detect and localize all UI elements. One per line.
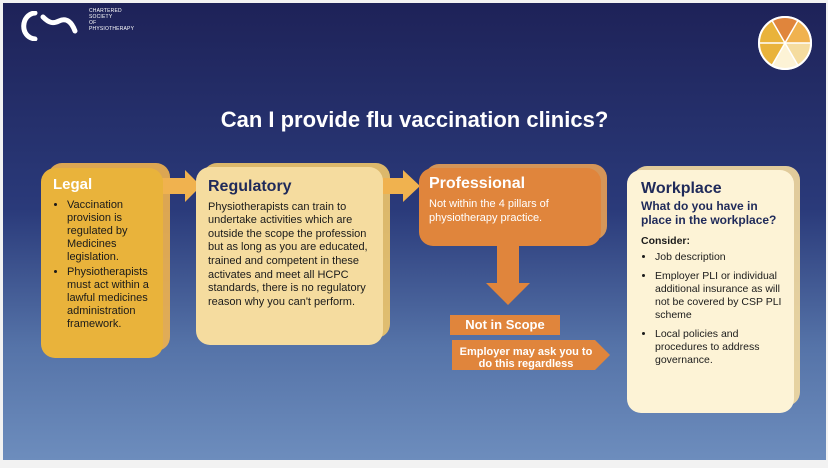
logo-line: OF bbox=[89, 20, 97, 26]
regulatory-box bbox=[196, 167, 383, 345]
logo-line: CHARTERED bbox=[89, 8, 122, 14]
legal-bullet: • Physiotherapists must act within a lawful medicines administration framework. bbox=[67, 266, 155, 331]
workplace-list bbox=[641, 251, 784, 367]
legal-box bbox=[41, 168, 163, 358]
workplace-heading: Workplace bbox=[641, 180, 722, 197]
legal-heading: Legal bbox=[53, 176, 93, 193]
page-title: Can I provide flu vaccination clinics? bbox=[220, 107, 609, 132]
workplace-bullet: • Employer PLI or individual additional insurance as will not be covered by CSP PLI scheme bbox=[655, 270, 784, 322]
professional-body: Not within the 4 pillars of physiotherapy practice. bbox=[429, 198, 549, 224]
workplace-consider: Consider: bbox=[641, 235, 691, 247]
not-in-scope-label: Not in Scope bbox=[450, 315, 560, 335]
legal-bullet: • Vaccination provision is regulated by Medicines legislation. bbox=[67, 199, 155, 264]
workplace-bullet: • Local policies and procedures to address governance. bbox=[655, 328, 784, 367]
logo-line: SOCIETY bbox=[89, 14, 113, 20]
slide bbox=[3, 3, 826, 460]
regulatory-heading: Regulatory bbox=[208, 178, 292, 195]
workplace-box bbox=[627, 170, 794, 413]
logo-line: PHYSIOTHERAPY bbox=[89, 26, 135, 32]
arrow-professional-down bbox=[486, 245, 530, 305]
professional-heading: Professional bbox=[429, 175, 526, 192]
legal-list bbox=[53, 199, 155, 331]
workplace-bullet: • Job description bbox=[655, 251, 784, 264]
professional-box bbox=[419, 168, 601, 246]
workplace-question: What do you have in place in the workplace? bbox=[641, 199, 777, 227]
employer-note: Employer may ask you to do this regardless bbox=[459, 346, 593, 370]
regulatory-body: Physiotherapists can train to undertake activities which are outside the scope the profession but as long as you are educated, trained and competent in these activates and meet all HCPC standards, there is no regulatory reason why you can't perform. bbox=[208, 200, 368, 308]
